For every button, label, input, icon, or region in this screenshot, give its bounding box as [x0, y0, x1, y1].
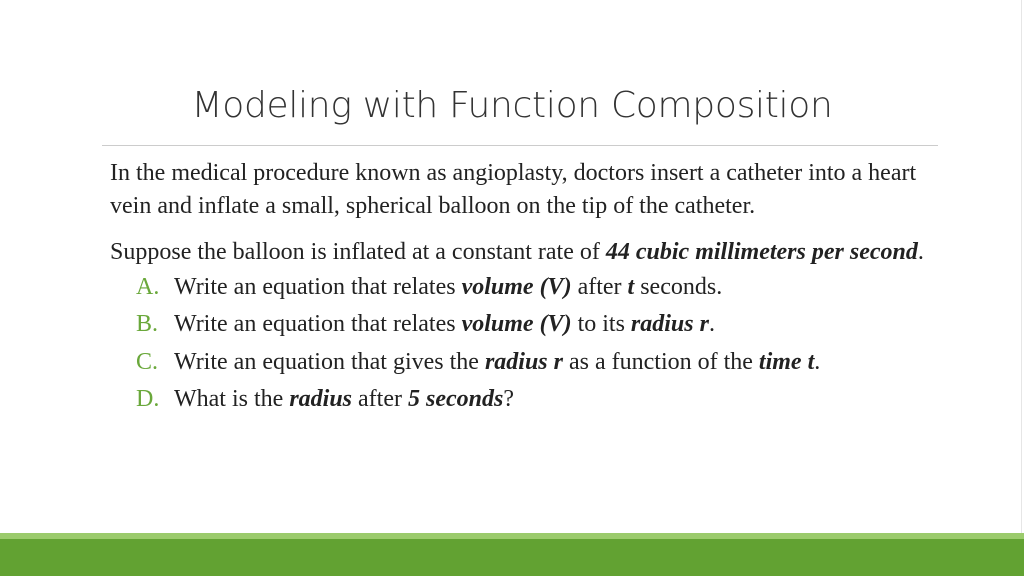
list-marker: B. — [136, 311, 159, 337]
term-volume: volume (V) — [461, 311, 572, 337]
question-text — [174, 311, 715, 337]
term-time-t: time t — [758, 348, 815, 375]
slide-title: Modeling with Function Composition — [191, 85, 833, 126]
inflation-rate: 44 cubic millimeters per second — [605, 239, 918, 265]
slide-body — [110, 157, 940, 421]
text-run: as a function of the — [562, 348, 759, 375]
text-run: What is the — [174, 386, 290, 412]
question-text — [174, 349, 820, 375]
text-run: to its — [571, 311, 631, 337]
title-divider — [102, 145, 938, 146]
term-radius-r: radius r — [484, 348, 563, 375]
text-run: Write an equation that gives the — [174, 348, 485, 375]
setup-paragraph — [110, 236, 940, 269]
question-item-d — [110, 383, 940, 416]
term-t: t — [627, 273, 635, 300]
text-run: after — [571, 273, 628, 300]
list-marker: D. — [136, 386, 160, 412]
setup-lead: Suppose the balloon is inflated at a constant rate of — [110, 239, 606, 265]
term-5-seconds: 5 seconds — [407, 386, 504, 412]
question-list — [110, 271, 940, 416]
question-item-c — [110, 346, 940, 379]
footer-band — [0, 539, 1024, 576]
text-run: seconds. — [634, 273, 723, 300]
list-marker: A. — [136, 273, 160, 300]
text-run: after — [352, 386, 408, 412]
setup-end: . — [917, 239, 924, 265]
text-run: Write an equation that relates — [174, 273, 462, 300]
text-run: . — [814, 348, 821, 375]
text-run: Write an equation that relates — [174, 311, 462, 337]
question-text — [174, 386, 514, 412]
term-radius-r: radius r — [630, 311, 709, 337]
text-run: . — [708, 311, 715, 337]
list-marker: C. — [136, 348, 159, 375]
question-item-a — [110, 271, 940, 304]
term-volume: volume (V) — [461, 273, 572, 300]
question-text — [174, 274, 722, 300]
slide-edge-line — [1021, 0, 1022, 533]
text-run: ? — [503, 386, 514, 412]
intro-paragraph: In the medical procedure known as angioplasty, doctors insert a catheter into a heart vein and inflate a small, spherical balloon on the tip of the catheter. — [110, 160, 917, 219]
term-radius: radius — [289, 386, 353, 412]
question-item-b — [110, 308, 940, 341]
